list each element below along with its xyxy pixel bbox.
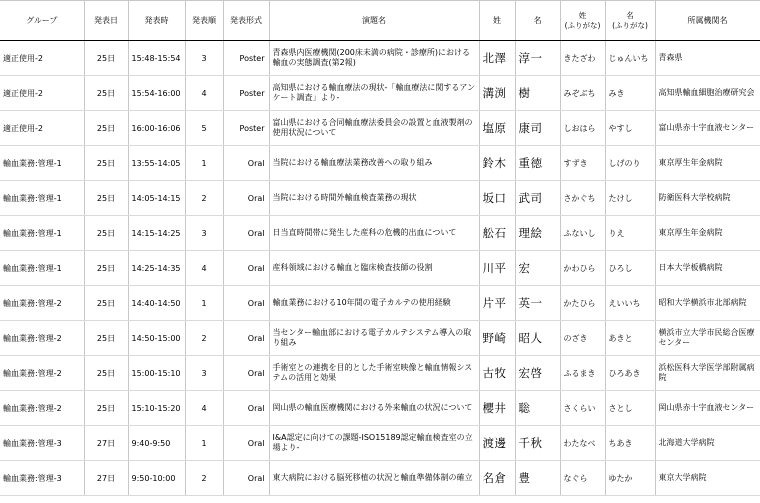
cell-mei: 康司 bbox=[515, 111, 560, 146]
header-time: 発表時 bbox=[128, 1, 185, 41]
cell-date: 27日 bbox=[84, 461, 128, 496]
cell-sei-kana: きたざわ bbox=[560, 41, 605, 76]
cell-time: 14:40-14:50 bbox=[128, 286, 185, 321]
cell-sei-kana: わたなべ bbox=[560, 426, 605, 461]
cell-order: 1 bbox=[185, 286, 223, 321]
cell-date: 25日 bbox=[84, 181, 128, 216]
header-date: 発表日 bbox=[84, 1, 128, 41]
cell-mei-kana: ひろあき bbox=[605, 356, 655, 391]
cell-mei: 武司 bbox=[515, 181, 560, 216]
cell-mei: 千秋 bbox=[515, 426, 560, 461]
header-sei-kana bbox=[560, 1, 605, 41]
header-sei: 姓 bbox=[479, 1, 515, 41]
table-row bbox=[0, 461, 760, 496]
cell-title: 日当直時間帯に発生した産科の危機的出血について bbox=[269, 216, 479, 251]
cell-title: 青森県内医療機関(200床未満の病院・診療所)における輸血の実態調査(第2報) bbox=[269, 41, 479, 76]
cell-format: Oral bbox=[223, 356, 269, 391]
table-row bbox=[0, 146, 760, 181]
cell-group: 輸血業務:管理-2 bbox=[0, 391, 84, 426]
cell-group: 適正使用-2 bbox=[0, 41, 84, 76]
cell-time: 14:25-14:35 bbox=[128, 251, 185, 286]
cell-title: 岡山県の輸血医療機関における外来輸血の状況について bbox=[269, 391, 479, 426]
cell-date: 25日 bbox=[84, 41, 128, 76]
table-row bbox=[0, 111, 760, 146]
cell-institution: 北海道大学病院 bbox=[655, 426, 760, 461]
cell-mei: 理絵 bbox=[515, 216, 560, 251]
cell-sei: 川平 bbox=[479, 251, 515, 286]
cell-sei: 溝渕 bbox=[479, 76, 515, 111]
cell-mei: 昭人 bbox=[515, 321, 560, 356]
cell-title: 当院における輸血療法業務改善への取り組み bbox=[269, 146, 479, 181]
table-row bbox=[0, 181, 760, 216]
table-row bbox=[0, 391, 760, 426]
cell-institution: 岡山県赤十字血液センター bbox=[655, 391, 760, 426]
cell-time: 16:00-16:06 bbox=[128, 111, 185, 146]
cell-institution: 東京厚生年金病院 bbox=[655, 216, 760, 251]
header-sei-kana-line1: 姓 bbox=[578, 10, 587, 20]
header-row bbox=[0, 1, 760, 41]
cell-date: 25日 bbox=[84, 391, 128, 426]
header-group: グループ bbox=[0, 1, 84, 41]
cell-format: Oral bbox=[223, 321, 269, 356]
cell-order: 3 bbox=[185, 41, 223, 76]
cell-group: 輸血業務:管理-3 bbox=[0, 426, 84, 461]
cell-format: Oral bbox=[223, 391, 269, 426]
cell-sei-kana: なぐら bbox=[560, 461, 605, 496]
cell-institution: 東京大学病院 bbox=[655, 461, 760, 496]
cell-format: Poster bbox=[223, 41, 269, 76]
cell-institution: 日本大学板橋病院 bbox=[655, 251, 760, 286]
cell-order: 2 bbox=[185, 461, 223, 496]
cell-sei: 名倉 bbox=[479, 461, 515, 496]
cell-time: 15:10-15:20 bbox=[128, 391, 185, 426]
cell-time: 9:50-10:00 bbox=[128, 461, 185, 496]
header-mei-kana-line2: (ふりがな) bbox=[612, 20, 648, 30]
cell-group: 輸血業務:管理-1 bbox=[0, 146, 84, 181]
cell-sei-kana: さくらい bbox=[560, 391, 605, 426]
table-row bbox=[0, 251, 760, 286]
cell-title: 富山県における合同輸血療法委員会の設置と血液製剤の使用状況について bbox=[269, 111, 479, 146]
cell-date: 25日 bbox=[84, 76, 128, 111]
cell-institution: 防衛医科大学校病院 bbox=[655, 181, 760, 216]
cell-sei-kana: のざき bbox=[560, 321, 605, 356]
cell-format: Poster bbox=[223, 111, 269, 146]
cell-group: 輸血業務:管理-1 bbox=[0, 251, 84, 286]
cell-time: 13:55-14:05 bbox=[128, 146, 185, 181]
cell-time: 15:54-16:00 bbox=[128, 76, 185, 111]
cell-order: 4 bbox=[185, 251, 223, 286]
cell-institution: 横浜市立大学市民総合医療センター bbox=[655, 321, 760, 356]
cell-mei: 樹 bbox=[515, 76, 560, 111]
header-format: 発表形式 bbox=[223, 1, 269, 41]
cell-title: 高知県における輸血療法の現状-「輸血療法に関するアンケート調査」より- bbox=[269, 76, 479, 111]
cell-mei-kana: やすし bbox=[605, 111, 655, 146]
cell-format: Poster bbox=[223, 76, 269, 111]
cell-order: 4 bbox=[185, 391, 223, 426]
cell-title: 産科領域における輸血と臨床検査技師の役割 bbox=[269, 251, 479, 286]
cell-sei-kana: かたひら bbox=[560, 286, 605, 321]
cell-title: 当院における時間外輸血検査業務の現状 bbox=[269, 181, 479, 216]
cell-sei: 塩原 bbox=[479, 111, 515, 146]
cell-sei: 坂口 bbox=[479, 181, 515, 216]
cell-institution: 高知県輸血細胞治療研究会 bbox=[655, 76, 760, 111]
cell-title: 輸血業務における10年間の電子カルテの使用経験 bbox=[269, 286, 479, 321]
cell-sei: 古牧 bbox=[479, 356, 515, 391]
cell-sei: 鈴木 bbox=[479, 146, 515, 181]
cell-format: Oral bbox=[223, 426, 269, 461]
cell-sei-kana: みぞぶち bbox=[560, 76, 605, 111]
cell-sei: 渡邊 bbox=[479, 426, 515, 461]
cell-sei-kana: すずき bbox=[560, 146, 605, 181]
cell-date: 25日 bbox=[84, 251, 128, 286]
cell-time: 9:40-9:50 bbox=[128, 426, 185, 461]
cell-date: 25日 bbox=[84, 216, 128, 251]
table-row bbox=[0, 76, 760, 111]
cell-format: Oral bbox=[223, 461, 269, 496]
table-row bbox=[0, 356, 760, 391]
table-row bbox=[0, 286, 760, 321]
cell-mei-kana: りえ bbox=[605, 216, 655, 251]
cell-date: 25日 bbox=[84, 111, 128, 146]
cell-order: 5 bbox=[185, 111, 223, 146]
table-row bbox=[0, 426, 760, 461]
cell-institution: 青森県 bbox=[655, 41, 760, 76]
cell-group: 輸血業務:管理-2 bbox=[0, 356, 84, 391]
cell-mei-kana: しげのり bbox=[605, 146, 655, 181]
cell-mei: 聡 bbox=[515, 391, 560, 426]
cell-group: 輸血業務:管理-2 bbox=[0, 321, 84, 356]
cell-mei-kana: みき bbox=[605, 76, 655, 111]
cell-title: 当センター輸血部における電子カルテシステム導入の取り組み bbox=[269, 321, 479, 356]
cell-group: 適正使用-2 bbox=[0, 76, 84, 111]
cell-format: Oral bbox=[223, 216, 269, 251]
cell-date: 25日 bbox=[84, 146, 128, 181]
cell-order: 1 bbox=[185, 146, 223, 181]
cell-institution: 東京厚生年金病院 bbox=[655, 146, 760, 181]
cell-order: 1 bbox=[185, 426, 223, 461]
cell-order: 2 bbox=[185, 181, 223, 216]
cell-format: Oral bbox=[223, 181, 269, 216]
cell-mei-kana: さとし bbox=[605, 391, 655, 426]
cell-sei: 北澤 bbox=[479, 41, 515, 76]
cell-date: 25日 bbox=[84, 356, 128, 391]
header-sei-kana-line2: (ふりがな) bbox=[564, 20, 601, 30]
cell-mei: 宏啓 bbox=[515, 356, 560, 391]
cell-institution: 浜松医科大学医学部附属病院 bbox=[655, 356, 760, 391]
cell-format: Oral bbox=[223, 286, 269, 321]
cell-title: I&A認定に向けての課題-ISO15189認定輸血検査室の立場より- bbox=[269, 426, 479, 461]
cell-mei: 淳一 bbox=[515, 41, 560, 76]
cell-mei-kana: ちあき bbox=[605, 426, 655, 461]
cell-sei-kana: かわひら bbox=[560, 251, 605, 286]
cell-order: 4 bbox=[185, 76, 223, 111]
cell-mei: 宏 bbox=[515, 251, 560, 286]
header-mei-kana-line1: 名 bbox=[626, 10, 634, 20]
cell-group: 輸血業務:管理-1 bbox=[0, 181, 84, 216]
cell-date: 25日 bbox=[84, 286, 128, 321]
cell-time: 15:48-15:54 bbox=[128, 41, 185, 76]
cell-date: 25日 bbox=[84, 321, 128, 356]
cell-group: 輸血業務:管理-2 bbox=[0, 286, 84, 321]
cell-time: 14:15-14:25 bbox=[128, 216, 185, 251]
header-order: 発表順 bbox=[185, 1, 223, 41]
cell-institution: 富山県赤十字血液センター bbox=[655, 111, 760, 146]
cell-format: Oral bbox=[223, 146, 269, 181]
cell-mei-kana: たけし bbox=[605, 181, 655, 216]
header-mei-kana bbox=[605, 1, 655, 41]
cell-order: 2 bbox=[185, 321, 223, 356]
cell-title: 手術室との連携を目的とした手術室映像と輸血情報システムの活用と効果 bbox=[269, 356, 479, 391]
cell-order: 3 bbox=[185, 356, 223, 391]
cell-mei-kana: あきと bbox=[605, 321, 655, 356]
cell-order: 3 bbox=[185, 216, 223, 251]
cell-sei: 野崎 bbox=[479, 321, 515, 356]
cell-group: 適正使用-2 bbox=[0, 111, 84, 146]
header-mei: 名 bbox=[515, 1, 560, 41]
cell-mei-kana: じゅんいち bbox=[605, 41, 655, 76]
cell-date: 27日 bbox=[84, 426, 128, 461]
table-row bbox=[0, 321, 760, 356]
cell-sei: 櫻井 bbox=[479, 391, 515, 426]
header-title: 演題名 bbox=[269, 1, 479, 41]
cell-mei-kana: ゆたか bbox=[605, 461, 655, 496]
cell-mei: 重徳 bbox=[515, 146, 560, 181]
cell-sei: 舩石 bbox=[479, 216, 515, 251]
cell-sei: 片平 bbox=[479, 286, 515, 321]
table-row bbox=[0, 41, 760, 76]
cell-title: 東大病院における脳死移植の状況と輸血準備体制の確立 bbox=[269, 461, 479, 496]
cell-sei-kana: ふるまき bbox=[560, 356, 605, 391]
cell-time: 14:50-15:00 bbox=[128, 321, 185, 356]
cell-format: Oral bbox=[223, 251, 269, 286]
cell-group: 輸血業務:管理-3 bbox=[0, 461, 84, 496]
table-row bbox=[0, 216, 760, 251]
cell-mei-kana: ひろし bbox=[605, 251, 655, 286]
cell-mei: 英一 bbox=[515, 286, 560, 321]
cell-time: 14:05-14:15 bbox=[128, 181, 185, 216]
cell-time: 15:00-15:10 bbox=[128, 356, 185, 391]
cell-group: 輸血業務:管理-1 bbox=[0, 216, 84, 251]
cell-mei-kana: えいいち bbox=[605, 286, 655, 321]
header-institution: 所属機関名 bbox=[655, 1, 760, 41]
cell-sei-kana: さかぐち bbox=[560, 181, 605, 216]
cell-sei-kana: しおはら bbox=[560, 111, 605, 146]
cell-institution: 昭和大学横浜市北部病院 bbox=[655, 286, 760, 321]
cell-mei: 豊 bbox=[515, 461, 560, 496]
cell-sei-kana: ふないし bbox=[560, 216, 605, 251]
